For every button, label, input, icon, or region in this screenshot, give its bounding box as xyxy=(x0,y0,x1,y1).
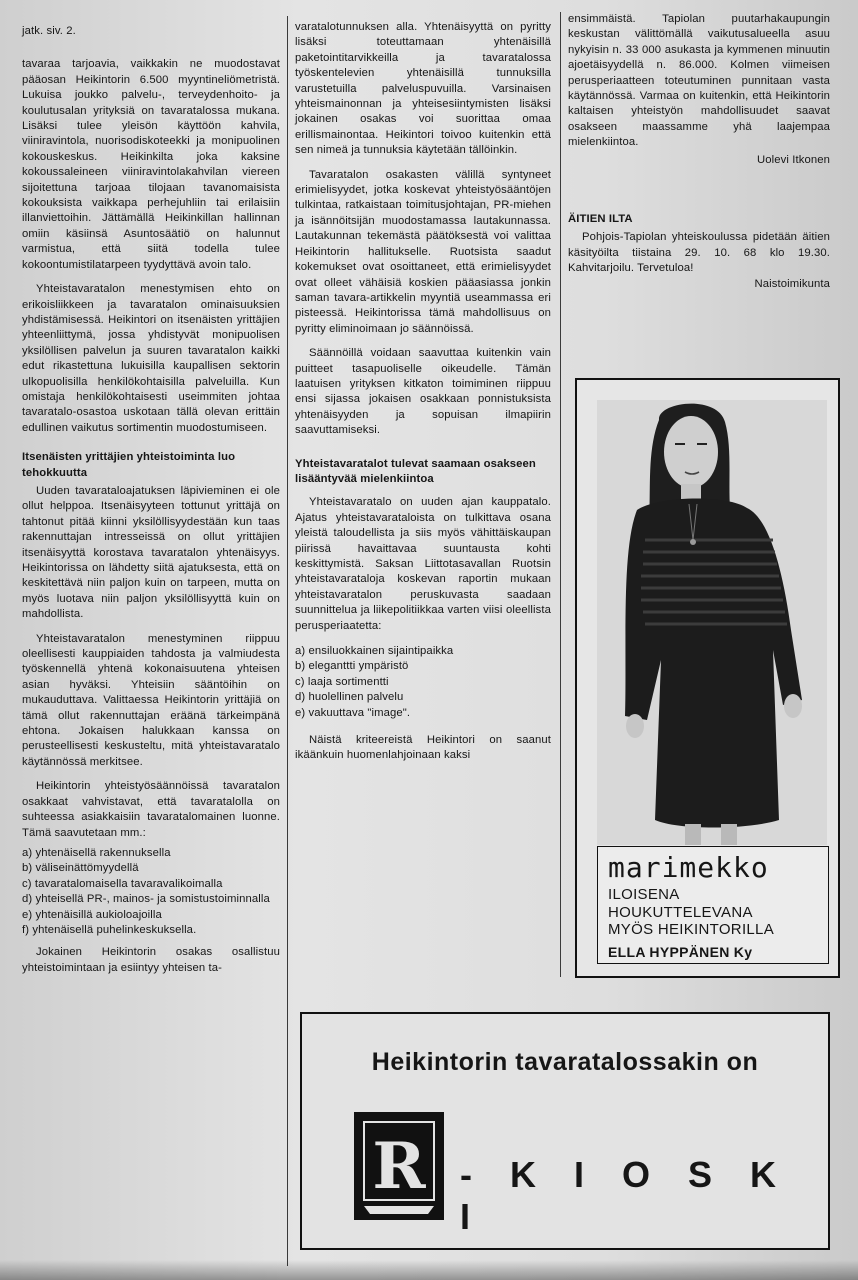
principles-list xyxy=(295,644,551,721)
r-kioski-advertisement xyxy=(300,1012,830,1250)
fashion-model-photo xyxy=(597,400,827,845)
paragraph: Yhteistavaratalon menestyminen riippuu oleellisesti kauppiaiden tahdosta ja valmiudesta työskennellä yhtenä kokonaisuutena yhteisen asian hyväksi. Yhteisiin sääntöihin on mukauduttava. Valittaessa Heikintorin yrittäjiä on tämä ollut rakennuttajan eräänä tärkeimpänä ehtona. Jokaisen halukkaan kanssa on perusteellisesti keskusteltu, mitä yhteistavaratalo käytännössä merkitsee. xyxy=(22,632,280,768)
paragraph: Heikintorin yhteistyösäännöissä tavaratalon osakkaat vahvistavat, että tavaratalolla on suhteessa asiakkaisiin tavaratalomainen luonne. Tämä saavutetaan mm.: xyxy=(22,780,280,839)
list-item: c) tavaratalomaisella tavaravalikoimalla xyxy=(22,877,223,890)
kiosk-headline: Heikintorin tavaratalossakin on xyxy=(371,1048,759,1076)
article-column-3 xyxy=(568,12,830,292)
r-kioski-logo-icon xyxy=(354,1112,444,1220)
notice-text: Pohjois-Tapiolan yhteiskoulussa pidetään äitien käsityöilta tiistaina 29. 10. 68 klo 19.30. Kahvitarjoilu. Tervetuloa! xyxy=(568,231,830,275)
paragraph: Yhteistavaratalo on uuden ajan kauppatalo. Ajatus yhteistavarataloista on tulkittava osana yleistä taloudellista ja siis myös vähittäiskaupan piirissä havaittavaa suuntausta kohti keskittymistä. Saksan Liittotasavallan Ruotsin yhteistavarataloja koskevan raportin mukaan yhteistavaratalon peruskuvasta saadaan suunnittelua ja liikepolitiikkaa varten viisi oleellista perusperiaatetta: xyxy=(295,496,551,632)
criteria-list xyxy=(22,846,280,938)
notice-signature: Naistoimikunta xyxy=(754,277,830,290)
column-divider xyxy=(560,12,561,977)
list-item: f) yhtenäisellä puhelinkeskuksella. xyxy=(22,923,197,936)
marimekko-advertisement xyxy=(575,378,840,978)
shop-name: ELLA HYPPÄNEN Ky xyxy=(608,943,753,960)
page-edge-shadow xyxy=(0,1260,858,1280)
list-item: c) laaja sortimentti xyxy=(295,675,389,688)
paragraph: Tavaratalon osakasten välillä syntyneet erimielisyydet, jotka koskevat yhteistyösääntöjen tulkintaa, ratkaistaan toimitusjohtajan, PR-miehen ja isännöitsijän muodostamassa lautakunnassa. Lautakunnan tekemästä päätöksestä voi valittaa Heikintorin hallitukselle. Ruotsista saadut kokemukset ovat osoittaneet, että erimielisyydet ovat olleet vähäisiä koskien pääasiassa jonkin saman tavara-artikkelin myyntiä useammassa eri pisteessä. Heikintorissa tämä mahdollisuus on pyritty eliminoimaan jo säännöissä. xyxy=(295,168,551,335)
model-illustration xyxy=(597,400,827,845)
list-item: d) yhteisellä PR-, mainos- ja somistustoiminnalla xyxy=(22,893,270,906)
list-item: a) yhtenäisellä rakennuksella xyxy=(22,846,171,859)
paragraph: Näistä kriteereistä Heikintori on saanut ikäänkuin huomenlahjoinaan kaksi xyxy=(295,734,551,762)
paragraph: Uuden tavarataloajatuksen läpivieminen ei ole ollut helppoa. Itsenäisyyteen tottunut yrittäjä on tahtonut pitää kiinni yksilöllisyydestään kun taas rakennuttajan intresseissä on ollut yrittäjien itsenäisyyttä korostava tavaratalon yhtenäisyys. Heikintorissa on lähdetty siitä ajatuksesta, että on keskitettävä niin paljon kuin on tarpeen, mutta on myös luotava niin paljon yksilöllisyyttä kuin on mahdollista. xyxy=(22,484,280,621)
paragraph: varatalotunnuksen alla. Yhtenäisyyttä on pyritty lisäksi toteuttamaan yhtenäisillä paketointitarvikkeilla ja tavaratalossa työskentelevien yhtenäisillä tunnuksilla varustetuilla palveluspuvuilla. Varsinaisen yhteismainonnan ja yhteisesiintymisten lisäksi jokainen osakas voi suorittaa omaa erillismainontaa. Heikintori toivoo kuitenkin että sen nimeä ja tunnuksia käytetään tällöinkin. xyxy=(295,21,551,157)
column-divider xyxy=(287,16,288,1266)
notice-title: ÄITIEN ILTA xyxy=(568,213,633,226)
list-item: b) väliseinättömyydellä xyxy=(22,862,139,875)
paragraph: Jokainen Heikintorin osakas osallistuu yhteistoimintaan ja esiintyy yhteisen ta- xyxy=(22,946,280,974)
continued-from-label: jatk. siv. 2. xyxy=(22,25,76,37)
section-heading: Itsenäisten yrittäjien yhteistoiminta luo tehokkuutta xyxy=(22,451,236,479)
paragraph: tavaraa tarjoavia, vaikkakin ne muodostavat pääosan Heikintorin 6.500 myyntineliömetristä. Lukuisa joukko palvelu-, terveydenhoito- ja koulutusalan yrityksiä on tavaratalossa mukana. Lisäksi tulee yleisön käyttöön kahvila, viiniravintola, nuorisodiskoteekki ja monipuolinen kokouskeskus. Heikinkilta joka kaksine kokoussaleineen viiniravintolakahvilan viereen sijoitettuna tarjoaa tilojaan tavanomaisista kokouksista vaikkapa perhejuhliin tai erilaisiin illanviettoihin. Jättämällä Heikinkillan hallinnan omiin käsiinsä Asuntosäätiö on halunnut varmistua, että siitä todella tulee kokoontumistilatarpeen tyydyttävä avoin talo. xyxy=(22,58,280,271)
paragraph: Säännöillä voidaan saavuttaa kuitenkin vain puitteet tasapuoliselle oikeudelle. Tämän laatuisen yrityksen kitkaton toimiminen riippuu ensi sijassa jokaisen osakkaan ponnistuksista yhtenäisyyden ja sopuisan ilmapiirin saavuttamiseksi. xyxy=(295,347,551,437)
section-heading: Yhteistavaratalot tulevat saamaan osakseen lisääntyvää mielenkiintoa xyxy=(295,457,536,485)
list-item: e) yhtenäisillä aukioloajoilla xyxy=(22,908,162,921)
brand-name: marimekko xyxy=(608,851,769,884)
list-item: e) vakuuttava "image". xyxy=(295,706,411,719)
list-item: a) ensiluokkainen sijaintipaikka xyxy=(295,645,454,658)
paragraph: Yhteistavaratalon menestymisen ehto on erikoisliikkeen ja tavaratalon ominaisuuksien yhdistämisessä. Heikintori on itsenäisten yrittäjien yhteenliittymä, jossa yhdistyvät monipuolisen yksilöllisen palvelun ja suuren tavaratalon kaikki edut rikastettuna lukuisilla kaupallisen sektorin ulkopuolisilla henkilökohtaisilla palveluilla. Kun omistaja henkilökohtaisesti useimmiten johtaa tavaratalo-osastoa uskotaan tällä olevan erittäin edullinen vaikutus sortimentin muodostumiseen. xyxy=(22,283,280,434)
list-item: d) huolellinen palvelu xyxy=(295,691,404,704)
kiosk-wordmark: - K I O S K I xyxy=(460,1154,791,1237)
slogan-line: HOUKUTTELEVANA xyxy=(608,903,753,921)
author-signature: Uolevi Itkonen xyxy=(757,153,830,166)
paragraph: ensimmäistä. Tapiolan puutarhakaupungin keskustan välittömällä vaikutusalueella asuu nykyisin n. 33 000 asukasta ja kymmenen minuutin ajoetäisyydellä n. 86.000. Kolmen viimeisen perusperiaatteen toteutuminen punnitaan vasta käytännössä. Varmaa on kuitenkin, että Heikintorin kaltaisen yhteistyön mahdollisuudet saavat osakseen maassamme yhä laajempaa mielenkiintoa. xyxy=(568,13,830,149)
slogan-line: MYÖS HEIKINTORILLA xyxy=(608,921,774,938)
marimekko-caption xyxy=(597,846,829,964)
slogan-line: ILOISENA xyxy=(608,886,680,903)
article-column-1 xyxy=(22,24,280,976)
svg-text:R: R xyxy=(372,1129,426,1204)
article-column-2 xyxy=(295,20,551,764)
list-item: b) eleganttti ympäristö xyxy=(295,660,409,673)
